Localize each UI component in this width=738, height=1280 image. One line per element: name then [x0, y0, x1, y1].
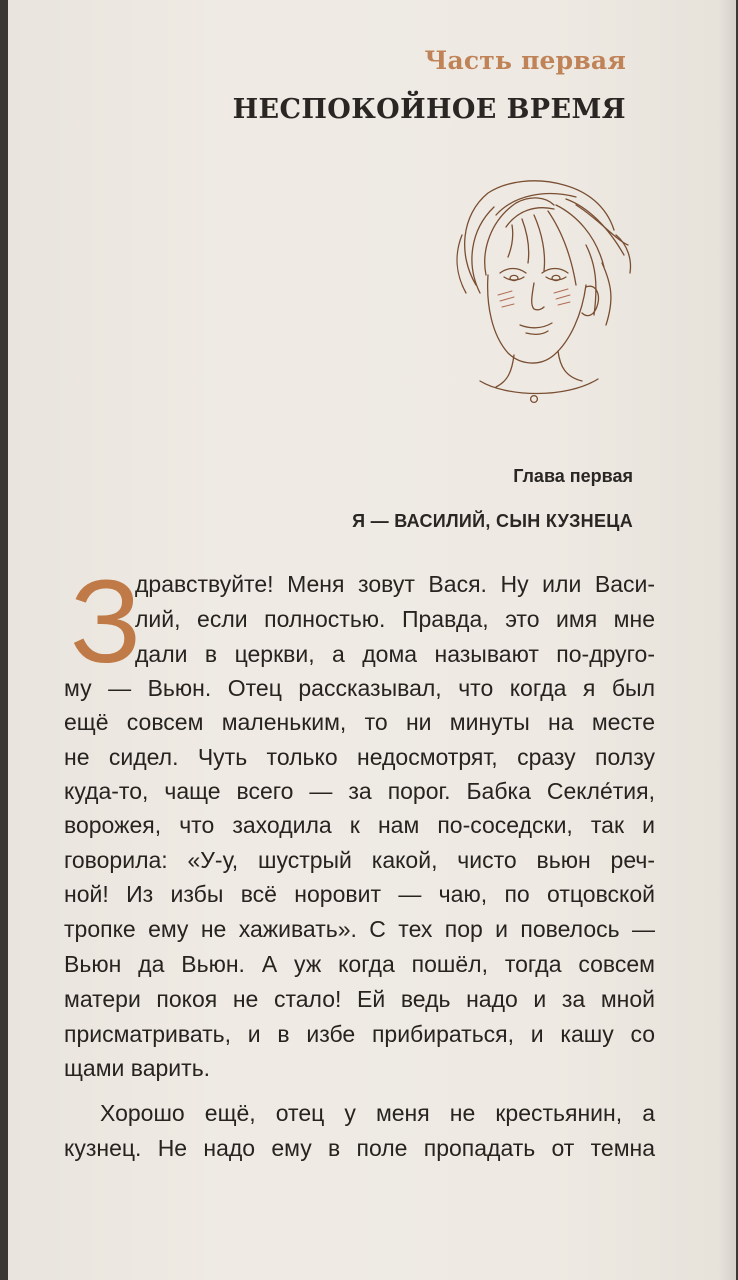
text-line: ещё совсем маленьким, то ни минуты на месте: [64, 709, 655, 735]
drop-cap: З: [70, 556, 142, 688]
text-line: матери покоя не стало! Ей ведь надо и за мной: [64, 986, 655, 1012]
text-line: говорила: «У-у, шустрый какой, чисто вьюн реч-: [64, 847, 655, 873]
chapter-label: Глава первая: [513, 466, 633, 486]
text-line: му — Вьюн. Отец рассказывал, что когда я был: [64, 675, 655, 701]
text-line: дали в церкви, а дома называют по-друго-: [135, 641, 655, 667]
text-line: кузнец. Не надо ему в поле пропадать от темна: [64, 1135, 655, 1161]
text-line: не сидел. Чуть только недосмотрят, сразу ползу: [64, 744, 655, 770]
text-line: щами варить.: [64, 1055, 211, 1081]
text-line: куда-то, чаще всего — за порог. Бабка Секле́тия,: [64, 778, 655, 804]
boy-portrait-icon: [436, 175, 636, 410]
text-line: ной! Из избы всё норовит — чаю, по отцовской: [64, 881, 655, 907]
text-line: лий, если полностью. Правда, это имя мне: [135, 606, 655, 632]
chapter-title: Я — ВАСИЛИЙ, СЫН КУЗНЕЦА: [352, 511, 633, 531]
text-line: ворожея, что заходила к нам по-соседски, так и: [64, 812, 655, 838]
part-label: Часть первая: [424, 46, 626, 75]
text-line: дравствуйте! Меня зовут Вася. Ну или Васи-: [135, 571, 655, 597]
part-title: НЕСПОКОЙНОЕ ВРЕМЯ: [232, 94, 626, 125]
book-page: [8, 0, 736, 1280]
text-line: тропке ему не хаживать». С тех пор и повелось —: [64, 916, 655, 942]
text-line: присматривать, и в избе прибираться, и кашу со: [64, 1021, 655, 1047]
text-line: Хорошо ещё, отец у меня не крестьянин, а: [100, 1100, 655, 1126]
text-line: Вьюн да Вьюн. А уж когда пошёл, тогда совсем: [64, 951, 655, 977]
page-edge-shadow: [718, 0, 736, 1280]
